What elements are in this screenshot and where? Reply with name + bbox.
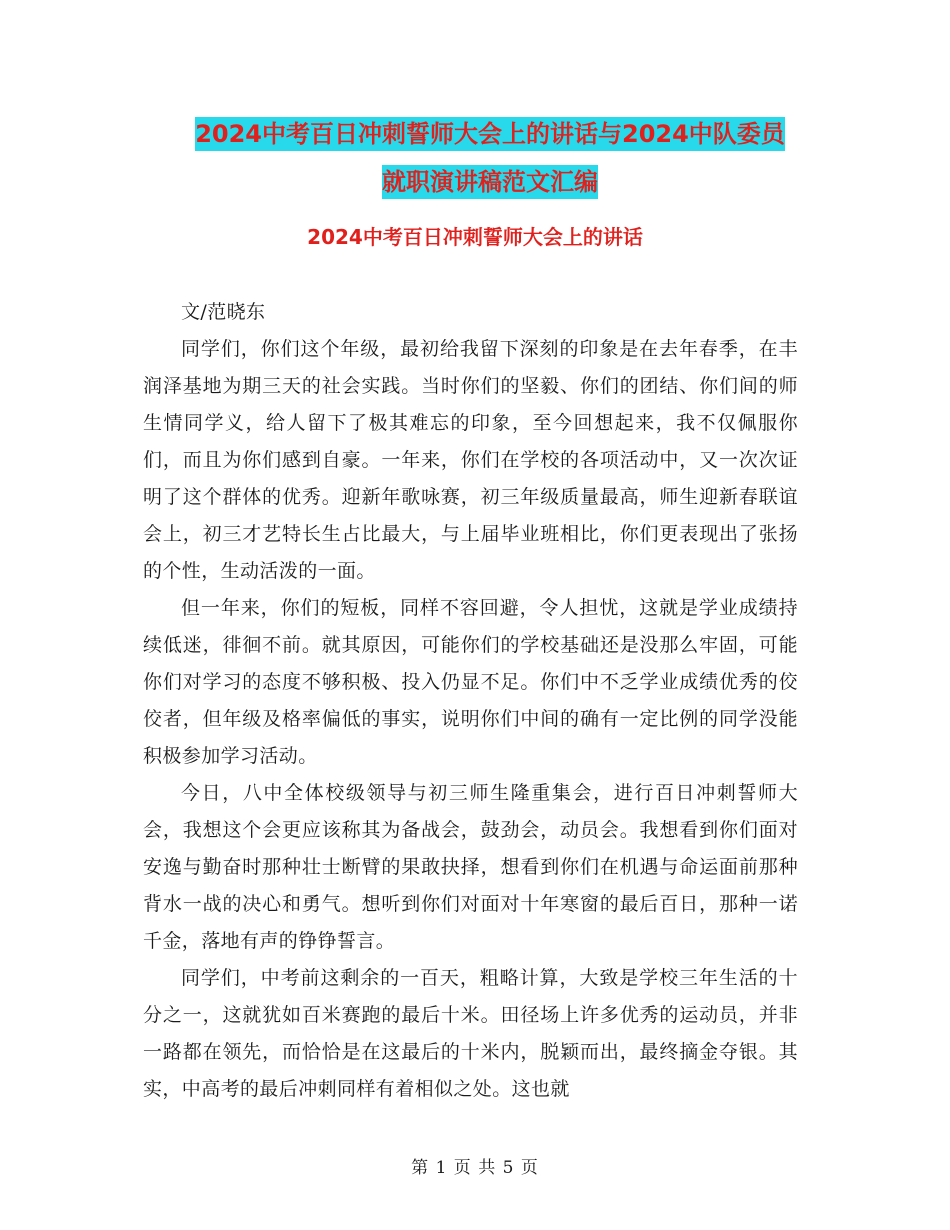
title-line-2: 就职演讲稿范文汇编 xyxy=(382,165,598,199)
section-title: 2024中考百日冲刺誓师大会上的讲话 xyxy=(307,225,643,249)
paragraph: 今日，八中全体校级领导与初三师生隆重集会，进行百日冲刺誓师大会，我想这个会更应该称其为备战会，鼓劲会，动员会。我想看到你们面对安逸与勤奋时那种壮士断臂的果敢抉择，想看到你们在机遇与命运面前那种背水一战的决心和勇气。想听到你们对面对十年寒窗的最后百日，那种一诺千金，落地有声的铮铮誓言。 xyxy=(143,782,798,952)
document-title xyxy=(140,110,840,206)
paragraph: 但一年来，你们的短板，同样不容回避，令人担忧，这就是学业成绩持续低迷，徘徊不前。就其原因，可能你们的学校基础还是没那么牢固，可能你们对学习的态度不够积极、投入仍显不足。你们中不乏学业成绩优秀的佼佼者，但年级及格率偏低的事实，说明你们中间的确有一定比例的同学没能积极参加学习活动。 xyxy=(143,597,798,767)
paragraph: 同学们，你们这个年级，最初给我留下深刻的印象是在去年春季，在丰润泽基地为期三天的社会实践。当时你们的坚毅、你们的团结、你们间的师生情同学义，给人留下了极其难忘的印象，至今回想起来，我不仅佩服你们，而且为你们感到自豪。一年来，你们在学校的各项活动中，又一次次证明了这个群体的优秀。迎新年歌咏赛，初三年级质量最高，师生迎新春联谊会上，初三才艺特长生占比最大，与上届毕业班相比，你们更表现出了张扬的个性，生动活泼的一面。 xyxy=(143,338,798,582)
paragraph: 同学们，中考前这剩余的一百天，粗略计算，大致是学校三年生活的十分之一，这就犹如百米赛跑的最后十米。田径场上许多优秀的运动员，并非一路都在领先，而恰恰是在这最后的十米内，脱颖而出，最终摘金夺银。其实，中高考的最后冲刺同样有着相似之处。这也就 xyxy=(143,967,798,1100)
article-body xyxy=(143,294,798,1108)
author-line: 文/范晓东 xyxy=(181,301,266,323)
title-line-1: 2024中考百日冲刺誓师大会上的讲话与2024中队委员 xyxy=(195,117,785,151)
page-footer: 第 1 页 共 5 页 xyxy=(411,1158,539,1178)
